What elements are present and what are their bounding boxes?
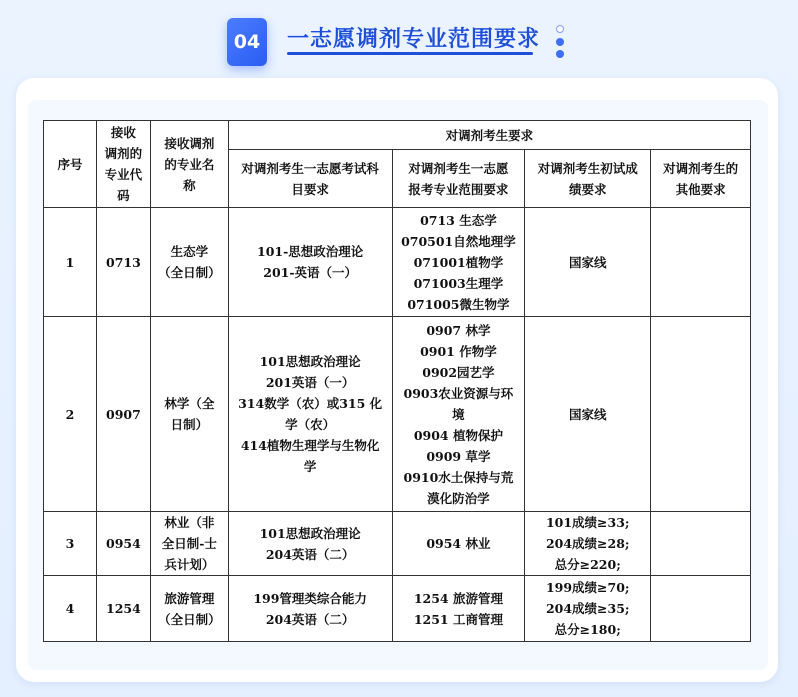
adjustment-requirements-table	[43, 120, 751, 642]
cell-other-requirement	[651, 576, 751, 642]
cell-score-requirement: 国家线	[525, 317, 651, 512]
header-score-requirement: 对调剂考生初试成 绩要求	[525, 150, 651, 208]
header-major-range: 对调剂考生一志愿 报考专业范围要求	[392, 150, 525, 208]
cell-seq: 3	[44, 512, 97, 576]
cell-other-requirement	[651, 208, 751, 317]
table-row	[44, 317, 751, 512]
cell-name: 旅游管理 （全日制）	[150, 576, 228, 642]
cell-score-requirement: 国家线	[525, 208, 651, 317]
cell-name: 林学（全 日制）	[150, 317, 228, 512]
header-major-code: 接收 调剂的 专业代 码	[96, 121, 150, 208]
cell-major-range: 0954 林业	[392, 512, 525, 576]
cell-exam-subjects: 101思想政治理论 201英语（一） 314数学（农）或315 化 学（农） 414植物生理学与生物化 学	[228, 317, 392, 512]
cell-seq: 1	[44, 208, 97, 317]
cell-major-range: 1254 旅游管理 1251 工商管理	[392, 576, 525, 642]
cell-exam-subjects: 101思想政治理论 204英语（二）	[228, 512, 392, 576]
cell-exam-subjects: 101-思想政治理论 201-英语（一）	[228, 208, 392, 317]
cell-code: 0954	[96, 512, 150, 576]
cell-seq: 4	[44, 576, 97, 642]
cell-exam-subjects: 199管理类综合能力 204英语（二）	[228, 576, 392, 642]
cell-score-requirement: 101成绩≥33; 204成绩≥28; 总分≥220;	[525, 512, 651, 576]
header-row-1	[44, 121, 751, 150]
cell-other-requirement	[651, 317, 751, 512]
cell-seq: 2	[44, 317, 97, 512]
header-requirements-group: 对调剂考生要求	[228, 121, 750, 150]
cell-name: 林业（非 全日制-士 兵计划）	[150, 512, 228, 576]
header-major-name: 接收调剂 的专业名 称	[150, 121, 228, 208]
section-title: 一志愿调剂专业范围要求	[287, 27, 541, 52]
header-other-requirement: 对调剂考生的 其他要求	[651, 150, 751, 208]
table-row	[44, 512, 751, 576]
title-underline	[287, 52, 533, 55]
table-row	[44, 576, 751, 642]
cell-score-requirement: 199成绩≥70; 204成绩≥35; 总分≥180;	[525, 576, 651, 642]
section-number-badge: 04	[227, 18, 267, 66]
cell-code: 0907	[96, 317, 150, 512]
cell-major-range: 0713 生态学 070501自然地理学 071001植物学 071003生理学 071005微生物学	[392, 208, 525, 317]
decorative-dots-icon	[553, 25, 567, 65]
cell-major-range: 0907 林学 0901 作物学 0902园艺学 0903农业资源与环 境 0904 植物保护 0909 草学 0910水土保持与荒 漠化防治学	[392, 317, 525, 512]
cell-code: 1254	[96, 576, 150, 642]
table-row	[44, 208, 751, 317]
header-exam-subjects: 对调剂考生一志愿考试科 目要求	[228, 150, 392, 208]
header-seq: 序号	[44, 121, 97, 208]
cell-other-requirement	[651, 512, 751, 576]
cell-name: 生态学 （全日制）	[150, 208, 228, 317]
section-header	[0, 0, 798, 80]
cell-code: 0713	[96, 208, 150, 317]
